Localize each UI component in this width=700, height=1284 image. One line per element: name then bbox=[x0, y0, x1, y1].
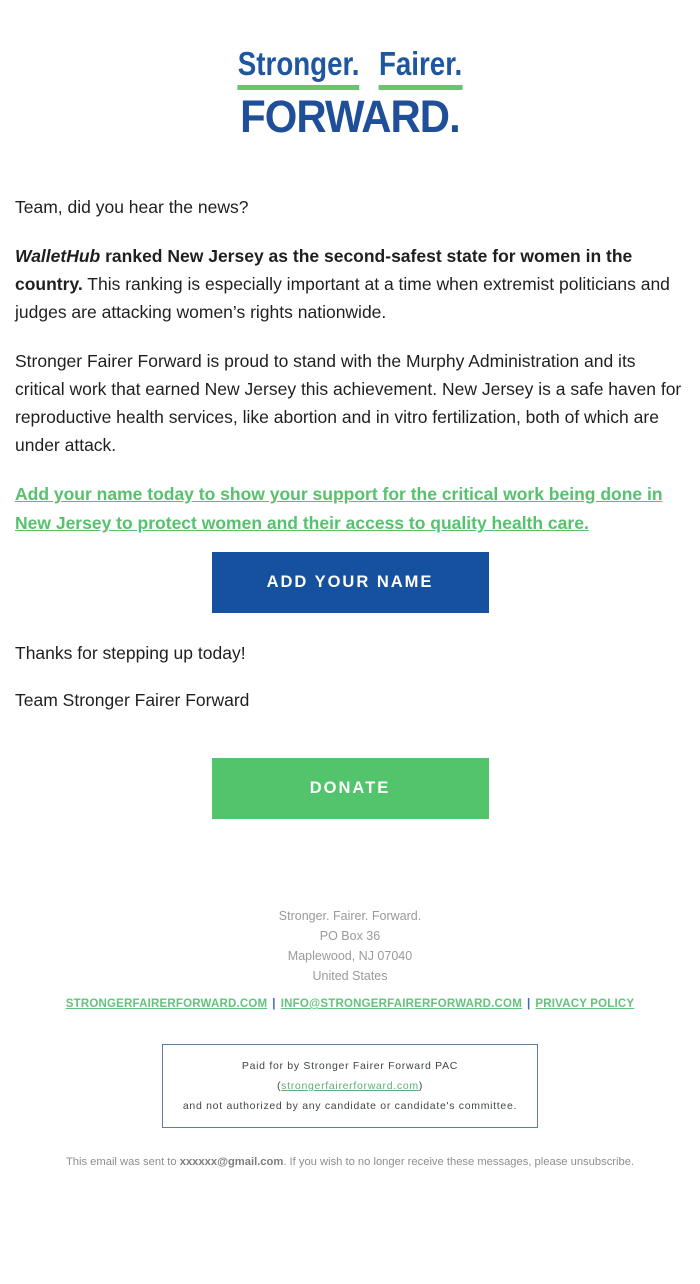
logo-word-forward: FORWARD. bbox=[240, 91, 460, 142]
footer-links bbox=[15, 998, 685, 1010]
logo-word-stronger: Stronger. bbox=[238, 45, 360, 90]
sent-to-post: . If you wish to no longer receive these messages, please unsubscribe. bbox=[283, 1156, 635, 1168]
link-separator: | bbox=[272, 998, 276, 1010]
footer-country: United States bbox=[312, 969, 388, 983]
thanks-text: Thanks for stepping up today! bbox=[15, 643, 246, 663]
wallethub-bold-text: ranked New Jersey as the second-safest state for women in the country. bbox=[15, 246, 633, 294]
disclaimer-text-pre: Paid for by Stronger Fairer Forward PAC ( bbox=[241, 1060, 459, 1092]
greeting-text: Team, did you hear the news? bbox=[15, 197, 249, 217]
wallethub-paragraph bbox=[15, 242, 685, 326]
wallethub-regular-text: This ranking is especially important at a time when extremist politicians and judges are attacking women’s rights nationwide. bbox=[15, 274, 670, 322]
disclaimer-website-link[interactable]: strongerfairerforward.com bbox=[281, 1080, 419, 1092]
donate-button[interactable]: DONATE bbox=[212, 758, 489, 819]
footer-link-email[interactable]: INFO@STRONGERFAIRERFORWARD.COM bbox=[280, 998, 522, 1010]
disclaimer-close-paren: ) bbox=[418, 1080, 424, 1092]
brand-logo bbox=[15, 45, 685, 143]
murphy-paragraph: Stronger Fairer Forward is proud to stand with the Murphy Administration and its critical work that earned New Jersey this achievement. New Jersey is a safe haven for reproductive health services, like abortion and in vitro fertilization, both of which are under attack. bbox=[15, 351, 682, 455]
logo-word-fairer: Fairer. bbox=[379, 45, 462, 90]
paid-for-disclaimer-box bbox=[162, 1044, 538, 1128]
recipient-email: xxxxxx@gmail.com bbox=[179, 1156, 284, 1168]
disclaimer-text-line2: and not authorized by any candidate or candidate's committee. bbox=[182, 1100, 518, 1112]
signoff-text: Team Stronger Fairer Forward bbox=[15, 690, 250, 710]
add-your-name-link[interactable]: Add your name today to show your support for the critical work being done in New Jersey to protect women and their access to quality health care. bbox=[15, 484, 663, 533]
link-separator: | bbox=[526, 998, 531, 1010]
wallethub-name: WalletHub bbox=[15, 246, 101, 266]
footer-po-box: PO Box 36 bbox=[319, 929, 381, 943]
footer-link-privacy-policy[interactable]: PRIVACY POLICY bbox=[535, 998, 635, 1010]
sent-to-pre: This email was sent to bbox=[65, 1156, 180, 1168]
add-your-name-button[interactable]: ADD YOUR NAME bbox=[212, 552, 489, 613]
footer-org-name: Stronger. Fairer. Forward. bbox=[278, 909, 422, 923]
footer-link-website[interactable]: STRONGERFAIRERFORWARD.COM bbox=[65, 998, 268, 1010]
logo-line-stronger-fairer bbox=[69, 45, 632, 90]
sent-to-line bbox=[15, 1154, 685, 1170]
footer-address bbox=[15, 906, 685, 986]
footer-city-state: Maplewood, NJ 07040 bbox=[287, 949, 413, 963]
